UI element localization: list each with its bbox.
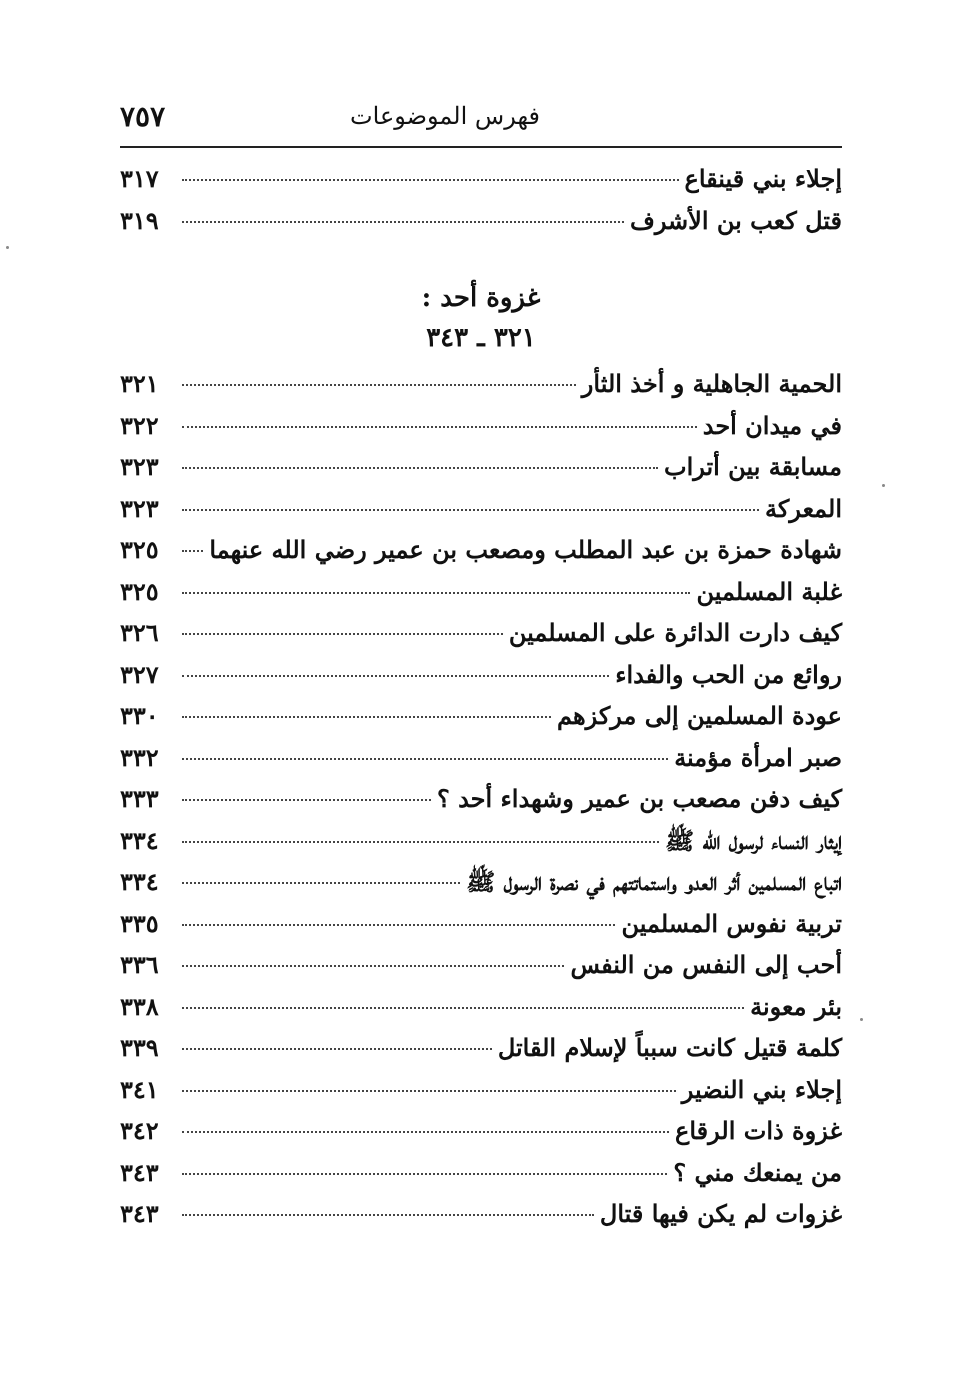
toc-entry-title: في ميدان أحد: [702, 410, 842, 440]
page-number: ٧٥٧: [120, 100, 166, 133]
page-header: [120, 100, 840, 140]
toc-entry-page: ٣٣٣: [120, 784, 159, 813]
toc-entry-title: قتل كعب بن الأشرف: [629, 205, 842, 235]
toc-entry-page: ٣٢٥: [120, 535, 159, 564]
toc-entry-title: كيف دفن مصعب بن عمير وشهداء أحد ؟: [436, 784, 842, 813]
dot-leader: [182, 1090, 676, 1092]
toc-entry-page: ٣٢٥: [120, 576, 159, 606]
toc-entry: [120, 861, 842, 903]
toc-entry-page: ٣٤٣: [120, 1199, 159, 1228]
dot-leader: [182, 550, 203, 552]
toc-entry: [120, 488, 842, 530]
toc-entry: [120, 1110, 842, 1152]
toc-entry: [120, 529, 842, 571]
dot-leader: [182, 1048, 492, 1050]
dot-leader: [182, 467, 658, 469]
scan-speck: [882, 484, 885, 487]
toc-entry: [120, 944, 842, 986]
toc-entry: [120, 695, 842, 737]
dot-leader: [182, 1131, 669, 1133]
scan-speck: [860, 1018, 863, 1021]
toc-entry-page: ٣٢٢: [120, 410, 159, 440]
toc-entry-page: ٣٢٧: [120, 659, 159, 689]
toc-entry-title: من يمنعك مني ؟: [673, 1157, 842, 1187]
toc-entry-title: غزوة ذات الرقاع: [675, 1116, 842, 1145]
dot-leader: [182, 1173, 667, 1175]
toc-entry: [120, 1193, 842, 1235]
toc-entry: [120, 446, 842, 488]
dot-leader: [182, 882, 460, 884]
scan-speck: [6, 246, 9, 249]
toc-entry-page: ٣٢٣: [120, 452, 159, 481]
toc-entry-page: ٣١٩: [120, 205, 159, 235]
toc-list: [120, 363, 842, 1235]
dot-leader: [182, 221, 624, 223]
toc-entry: [120, 158, 842, 200]
dot-leader: [182, 384, 576, 386]
toc-entry: [120, 737, 842, 779]
section-title: غزوة أحد :: [421, 283, 541, 313]
toc-entry: [120, 612, 842, 654]
toc-entry: [120, 1152, 842, 1194]
toc-entry-title: أحب إلى النفس من النفس: [570, 950, 842, 979]
dot-leader: [182, 509, 759, 511]
toc-entry: [120, 820, 842, 862]
toc-entry-title: المعركة: [765, 493, 842, 523]
toc-entry-title: كلمة قتيل كانت سبباً لإسلام القاتل: [497, 1033, 842, 1062]
toc-entry-page: ٣٣٨: [120, 991, 159, 1021]
toc-entry-title: غزوات لم يكن فيها قتال: [599, 1199, 842, 1228]
dot-leader: [182, 799, 431, 801]
dot-leader: [182, 426, 697, 428]
toc-entry-page: ٣٤٣: [120, 1157, 159, 1187]
header-rule: [120, 146, 842, 148]
toc-entry-title: كيف دارت الدائرة على المسلمين: [508, 618, 842, 647]
dot-leader: [182, 1214, 594, 1216]
toc-entry-page: ٣٣٩: [120, 1033, 159, 1062]
toc-entry-page: ٣٣٤: [120, 867, 159, 896]
dot-leader: [182, 179, 679, 181]
toc-entry-title: تربية نفوس المسلمين: [621, 908, 842, 938]
dot-leader: [182, 758, 668, 760]
dot-leader: [182, 924, 615, 926]
toc-entry-title: إجلاء بني النضير: [681, 1074, 842, 1104]
toc-entry-page: ٣٣٢: [120, 742, 159, 772]
toc-entry: [120, 363, 842, 405]
toc-entry: [120, 200, 842, 242]
dot-leader: [182, 592, 690, 594]
toc-entry: [120, 1027, 842, 1069]
toc-entry-title: عودة المسلمين إلى مركزهم: [556, 701, 842, 730]
toc-entry-title: إجلاء بني قينقاع: [684, 164, 842, 193]
toc-entry: [120, 903, 842, 945]
toc-entry: [120, 571, 842, 613]
dot-leader: [182, 841, 659, 843]
toc-entry-page: ٣٣٤: [120, 825, 159, 855]
dot-leader: [182, 675, 609, 677]
toc-entry-title: صبر امرأة مؤمنة: [674, 742, 842, 772]
dot-leader: [182, 633, 503, 635]
toc-entry: [120, 405, 842, 447]
toc-list-top: [120, 158, 842, 241]
toc-entry-title: روائع من الحب والفداء: [615, 659, 842, 689]
toc-entry-title: إيثار النساء لرسول الله ﷺ: [665, 825, 842, 855]
toc-entry: [120, 778, 842, 820]
toc-entry-page: ٣٢١: [120, 369, 159, 398]
section-page-range: ٣٢١ ـ ٣٤٣: [426, 323, 536, 353]
toc-entry: [120, 1069, 842, 1111]
dot-leader: [182, 716, 551, 718]
toc-entry-title: شهادة حمزة بن عبد المطلب ومصعب بن عمير رضي الله عنهما: [209, 535, 842, 564]
toc-entry-title: مسابقة بين أتراب: [663, 452, 842, 481]
toc-entry-page: ٣١٧: [120, 164, 159, 193]
running-title: فهرس الموضوعات: [350, 102, 540, 130]
toc-entry-page: ٣٣٥: [120, 908, 159, 938]
toc-entry-page: ٣٣٠: [120, 701, 159, 730]
toc-entry-title: الحمية الجاهلية و أخذ الثأر: [581, 369, 842, 398]
toc-entry: [120, 654, 842, 696]
toc-entry: [120, 986, 842, 1028]
toc-entry-page: ٣٣٦: [120, 950, 159, 979]
toc-entry-title: اتباع المسلمين أثر العدو واستماتتهم في نصرة الرسول ﷺ: [466, 867, 842, 896]
dot-leader: [182, 1007, 744, 1009]
toc-entry-page: ٣٢٣: [120, 493, 159, 523]
toc-entry-page: ٣٤١: [120, 1074, 159, 1104]
toc-entry-title: غلبة المسلمين: [696, 576, 842, 606]
toc-entry-page: ٣٤٢: [120, 1116, 159, 1145]
toc-entry-page: ٣٢٦: [120, 618, 159, 647]
toc-entry-title: بئر معونة: [750, 991, 842, 1021]
dot-leader: [182, 965, 564, 967]
